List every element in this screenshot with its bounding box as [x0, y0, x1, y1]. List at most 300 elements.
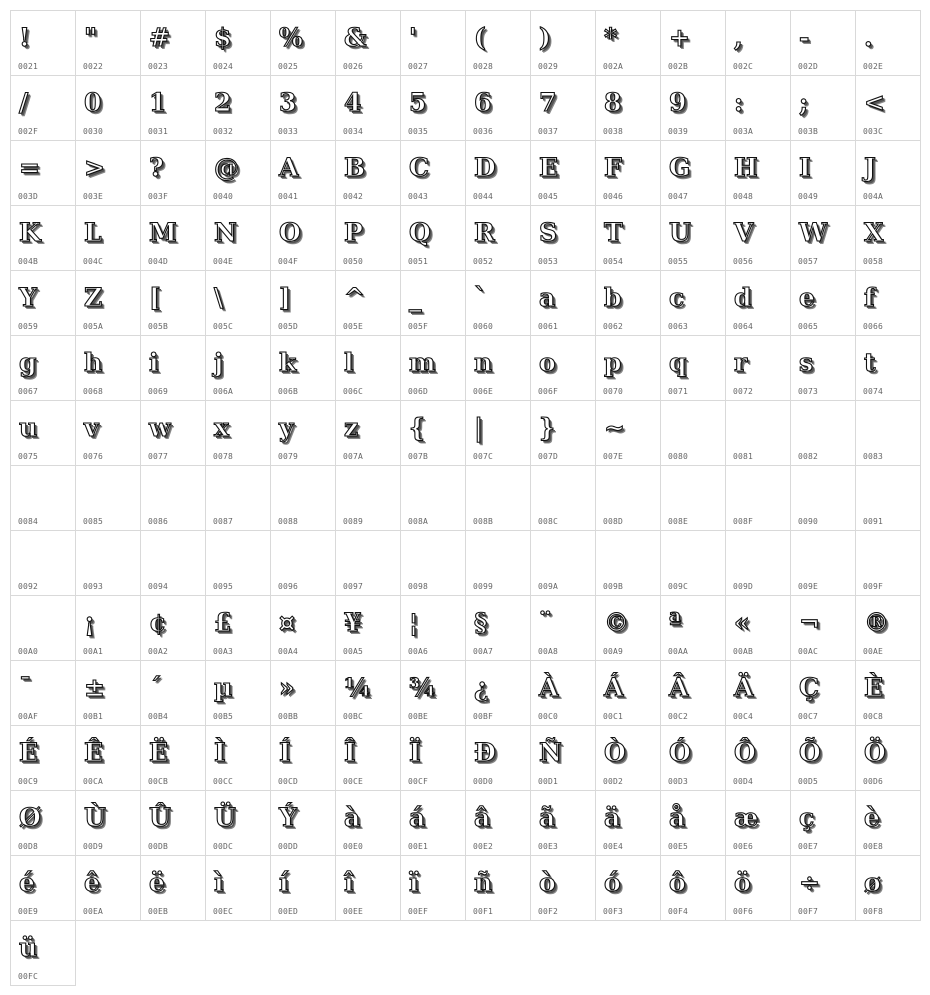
codepoint-label: 0021	[18, 62, 39, 71]
glyph-cell	[75, 855, 141, 921]
codepoint-label: 006F	[538, 387, 559, 396]
codepoint-label: 002A	[603, 62, 624, 71]
glyph-cell	[595, 530, 661, 596]
codepoint-label: 004B	[18, 257, 39, 266]
glyph-cell	[335, 400, 401, 466]
glyph-cell	[725, 855, 791, 921]
codepoint-label: 0034	[343, 127, 364, 136]
glyph-cell	[725, 140, 791, 206]
glyph-cell	[465, 725, 531, 791]
codepoint-label: 002E	[863, 62, 884, 71]
glyph-cell	[855, 660, 921, 726]
glyph-cell	[595, 725, 661, 791]
codepoint-label: 00EA	[83, 907, 104, 916]
codepoint-label: 009D	[733, 582, 754, 591]
glyph-sample: ÷	[799, 868, 820, 897]
codepoint-label: 00C9	[18, 777, 39, 786]
glyph-cell	[595, 140, 661, 206]
glyph-cell	[270, 595, 336, 661]
codepoint-label: 008D	[603, 517, 624, 526]
glyph-cell	[660, 400, 726, 466]
glyph-cell	[660, 465, 726, 531]
codepoint-label: 0027	[408, 62, 429, 71]
glyph-sample: y	[279, 413, 294, 442]
glyph-cell	[270, 660, 336, 726]
codepoint-label: 0098	[408, 582, 429, 591]
glyph-cell	[75, 465, 141, 531]
glyph-cell	[530, 855, 596, 921]
glyph-sample: d	[734, 283, 752, 312]
glyph-cell	[725, 595, 791, 661]
codepoint-label: 00E4	[603, 842, 624, 851]
glyph-cell	[855, 140, 921, 206]
codepoint-label: 00ED	[278, 907, 299, 916]
codepoint-label: 00A2	[148, 647, 169, 656]
glyph-cell	[10, 725, 76, 791]
codepoint-label: 00F3	[603, 907, 624, 916]
glyph-cell	[400, 465, 466, 531]
glyph-cell	[205, 335, 271, 401]
glyph-cell	[140, 335, 206, 401]
codepoint-label: 003C	[863, 127, 884, 136]
glyph-sample: µ	[214, 673, 233, 702]
glyph-sample: ¼	[344, 673, 371, 702]
glyph-sample: ê	[84, 868, 100, 897]
glyph-sample: {	[409, 413, 426, 442]
codepoint-label: 0074	[863, 387, 884, 396]
glyph-sample: n	[474, 348, 493, 377]
glyph-sample: ª	[669, 608, 682, 637]
glyph-cell	[855, 400, 921, 466]
codepoint-label: 00D9	[83, 842, 104, 851]
codepoint-label: 00D0	[473, 777, 494, 786]
codepoint-label: 0059	[18, 322, 39, 331]
glyph-sample: }	[539, 413, 556, 442]
glyph-cell	[725, 400, 791, 466]
glyph-cell	[270, 400, 336, 466]
glyph-sample: ¿	[474, 673, 489, 702]
codepoint-label: 00A1	[83, 647, 104, 656]
glyph-sample: ø	[864, 868, 881, 897]
glyph-cell	[855, 335, 921, 401]
glyph-cell	[140, 140, 206, 206]
codepoint-label: 00EB	[148, 907, 169, 916]
glyph-cell	[335, 335, 401, 401]
glyph-sample: Ð	[474, 738, 496, 767]
glyph-sample: A	[279, 153, 299, 182]
glyph-cell	[530, 75, 596, 141]
glyph-cell	[790, 855, 856, 921]
glyph-cell	[595, 10, 661, 76]
glyph-cell	[400, 205, 466, 271]
codepoint-label: 00FC	[18, 972, 39, 981]
glyph-cell	[270, 790, 336, 856]
glyph-cell	[400, 10, 466, 76]
codepoint-label: 00F7	[798, 907, 819, 916]
codepoint-label: 0044	[473, 192, 494, 201]
glyph-cell	[140, 790, 206, 856]
codepoint-label: 0094	[148, 582, 169, 591]
glyph-cell	[530, 465, 596, 531]
glyph-cell	[855, 270, 921, 336]
glyph-cell	[205, 855, 271, 921]
codepoint-label: 0072	[733, 387, 754, 396]
glyph-cell	[465, 205, 531, 271]
glyph-cell	[335, 205, 401, 271]
glyph-cell	[75, 790, 141, 856]
codepoint-label: 0030	[83, 127, 104, 136]
glyph-cell	[790, 335, 856, 401]
glyph-sample: g	[19, 348, 37, 377]
glyph-sample: '	[409, 23, 417, 52]
glyph-sample: ?	[149, 153, 164, 182]
glyph-cell	[10, 270, 76, 336]
codepoint-label: 00C8	[863, 712, 884, 721]
glyph-sample: Í	[279, 738, 291, 767]
glyph-cell	[10, 75, 76, 141]
codepoint-label: 00AB	[733, 647, 754, 656]
glyph-cell	[530, 790, 596, 856]
codepoint-label: 0088	[278, 517, 299, 526]
codepoint-label: 004F	[278, 257, 299, 266]
glyph-cell	[530, 270, 596, 336]
codepoint-label: 0096	[278, 582, 299, 591]
glyph-sample: u	[19, 413, 38, 442]
glyph-sample: e	[799, 283, 815, 312]
glyph-sample: N	[214, 218, 237, 247]
glyph-sample: [	[149, 283, 161, 312]
codepoint-label: 009A	[538, 582, 559, 591]
codepoint-label: 0083	[863, 452, 884, 461]
glyph-cell	[400, 270, 466, 336]
codepoint-label: 008C	[538, 517, 559, 526]
codepoint-label: 00A6	[408, 647, 429, 656]
codepoint-label: 0087	[213, 517, 234, 526]
codepoint-label: 00B4	[148, 712, 169, 721]
glyph-cell	[855, 205, 921, 271]
glyph-cell	[595, 465, 661, 531]
glyph-cell	[335, 10, 401, 76]
codepoint-label: 00E6	[733, 842, 754, 851]
codepoint-label: 004E	[213, 257, 234, 266]
glyph-sample: f	[864, 283, 875, 312]
codepoint-label: 0060	[473, 322, 494, 331]
glyph-sample: c	[669, 283, 685, 312]
codepoint-label: 00E0	[343, 842, 364, 851]
glyph-cell	[725, 660, 791, 726]
codepoint-label: 0092	[18, 582, 39, 591]
codepoint-label: 00F4	[668, 907, 689, 916]
glyph-cell	[335, 465, 401, 531]
glyph-sample: ]	[279, 283, 291, 312]
codepoint-label: 00A3	[213, 647, 234, 656]
codepoint-label: 008F	[733, 517, 754, 526]
glyph-cell	[75, 270, 141, 336]
glyph-cell	[75, 530, 141, 596]
glyph-cell	[465, 270, 531, 336]
codepoint-label: 00A4	[278, 647, 299, 656]
glyph-cell	[855, 725, 921, 791]
glyph-sample: 5	[409, 88, 427, 117]
codepoint-label: 00C4	[733, 712, 754, 721]
glyph-cell	[335, 855, 401, 921]
glyph-sample: ì	[214, 868, 224, 897]
glyph-sample: 6	[474, 88, 492, 117]
codepoint-label: 00E7	[798, 842, 819, 851]
glyph-sample: ã	[539, 803, 556, 832]
glyph-cell	[595, 400, 661, 466]
glyph-sample: V	[734, 218, 754, 247]
glyph-sample: Ì	[214, 738, 226, 767]
glyph-cell	[270, 140, 336, 206]
glyph-sample: @	[214, 153, 239, 182]
glyph-cell	[10, 660, 76, 726]
glyph-cell	[725, 725, 791, 791]
codepoint-label: 00C2	[668, 712, 689, 721]
glyph-cell	[465, 335, 531, 401]
codepoint-label: 00D2	[603, 777, 624, 786]
codepoint-label: 0041	[278, 192, 299, 201]
glyph-cell	[725, 270, 791, 336]
glyph-sample: é	[19, 868, 35, 897]
codepoint-label: 00B1	[83, 712, 104, 721]
glyph-cell	[75, 335, 141, 401]
codepoint-label: 00C7	[798, 712, 819, 721]
glyph-cell	[335, 790, 401, 856]
codepoint-label: 00E9	[18, 907, 39, 916]
glyph-sample: É	[19, 738, 39, 767]
glyph-sample: í	[279, 868, 289, 897]
glyph-cell	[595, 335, 661, 401]
codepoint-label: 0058	[863, 257, 884, 266]
glyph-cell	[465, 595, 531, 661]
glyph-sample: Ä	[734, 673, 754, 702]
codepoint-label: 00E2	[473, 842, 494, 851]
codepoint-label: 006C	[343, 387, 364, 396]
glyph-sample: |	[474, 413, 484, 442]
glyph-cell	[465, 75, 531, 141]
glyph-cell	[855, 790, 921, 856]
glyph-cell	[530, 530, 596, 596]
glyph-cell	[205, 660, 271, 726]
codepoint-label: 00D5	[798, 777, 819, 786]
glyph-sample: _	[409, 283, 422, 312]
glyph-sample: v	[84, 413, 99, 442]
codepoint-label: 0070	[603, 387, 624, 396]
codepoint-label: 00DB	[148, 842, 169, 851]
glyph-cell	[660, 205, 726, 271]
glyph-cell	[10, 400, 76, 466]
glyph-cell	[400, 660, 466, 726]
codepoint-label: 00C1	[603, 712, 624, 721]
glyph-cell	[725, 205, 791, 271]
glyph-sample: ï	[409, 868, 419, 897]
glyph-cell	[660, 140, 726, 206]
codepoint-label: 00CD	[278, 777, 299, 786]
glyph-cell	[10, 855, 76, 921]
glyph-cell	[205, 205, 271, 271]
glyph-cell	[595, 855, 661, 921]
glyph-sample: ^	[344, 283, 365, 312]
glyph-cell	[400, 75, 466, 141]
glyph-sample: ;	[799, 88, 809, 117]
glyph-sample: ¦	[409, 608, 419, 637]
codepoint-label: 0069	[148, 387, 169, 396]
codepoint-label: 0031	[148, 127, 169, 136]
codepoint-label: 002D	[798, 62, 819, 71]
glyph-sample: Ç	[799, 673, 819, 702]
glyph-sample: »	[279, 673, 295, 702]
glyph-sample: å	[669, 803, 686, 832]
codepoint-label: 004D	[148, 257, 169, 266]
glyph-sample: ¯	[19, 673, 32, 702]
glyph-sample: Î	[344, 738, 356, 767]
glyph-sample: W	[799, 218, 828, 247]
glyph-cell	[270, 530, 336, 596]
codepoint-label: 008A	[408, 517, 429, 526]
codepoint-label: 00DC	[213, 842, 234, 851]
glyph-cell	[10, 595, 76, 661]
glyph-cell	[855, 465, 921, 531]
glyph-sample: x	[214, 413, 229, 442]
codepoint-label: 0082	[798, 452, 819, 461]
glyph-cell	[140, 725, 206, 791]
glyph-sample: 0	[84, 88, 102, 117]
glyph-sample: ,	[734, 23, 743, 52]
glyph-cell	[10, 10, 76, 76]
glyph-cell	[660, 335, 726, 401]
codepoint-label: 0032	[213, 127, 234, 136]
codepoint-label: 003D	[18, 192, 39, 201]
glyph-sample: C	[409, 153, 429, 182]
glyph-cell	[140, 660, 206, 726]
glyph-cell	[855, 530, 921, 596]
glyph-sample: À	[539, 673, 559, 702]
glyph-cell	[140, 205, 206, 271]
glyph-cell	[205, 790, 271, 856]
glyph-cell	[790, 400, 856, 466]
codepoint-label: 0073	[798, 387, 819, 396]
glyph-cell	[465, 140, 531, 206]
codepoint-label: 00BC	[343, 712, 364, 721]
codepoint-label: 0061	[538, 322, 559, 331]
codepoint-label: 00EF	[408, 907, 429, 916]
glyph-cell	[660, 660, 726, 726]
glyph-cell	[335, 530, 401, 596]
glyph-cell	[855, 75, 921, 141]
codepoint-label: 0049	[798, 192, 819, 201]
glyph-cell	[595, 75, 661, 141]
codepoint-label: 005A	[83, 322, 104, 331]
glyph-cell	[270, 10, 336, 76]
codepoint-label: 008E	[668, 517, 689, 526]
glyph-sample: È	[864, 673, 884, 702]
codepoint-label: 0066	[863, 322, 884, 331]
codepoint-label: 0025	[278, 62, 299, 71]
glyph-cell	[465, 10, 531, 76]
glyph-sample: Â	[669, 673, 689, 702]
glyph-cell	[335, 270, 401, 336]
glyph-sample: è	[864, 803, 880, 832]
glyph-sample: T	[604, 218, 623, 247]
glyph-sample: Ê	[84, 738, 104, 767]
glyph-sample: G	[669, 153, 691, 182]
glyph-cell	[75, 75, 141, 141]
glyph-cell	[205, 10, 271, 76]
codepoint-label: 0065	[798, 322, 819, 331]
codepoint-label: 0095	[213, 582, 234, 591]
glyph-sample: *	[604, 23, 618, 52]
codepoint-label: 0084	[18, 517, 39, 526]
codepoint-label: 004C	[83, 257, 104, 266]
glyph-sample: S	[539, 218, 558, 247]
codepoint-label: 0067	[18, 387, 39, 396]
codepoint-label: 002F	[18, 127, 39, 136]
glyph-cell	[595, 205, 661, 271]
glyph-sample: j	[214, 348, 224, 377]
codepoint-label: 0047	[668, 192, 689, 201]
codepoint-label: 00CC	[213, 777, 234, 786]
codepoint-label: 0052	[473, 257, 494, 266]
glyph-cell	[140, 855, 206, 921]
codepoint-label: 00D8	[18, 842, 39, 851]
glyph-cell	[335, 595, 401, 661]
glyph-sample: P	[344, 218, 363, 247]
glyph-cell	[205, 270, 271, 336]
glyph-sample: ñ	[474, 868, 493, 897]
codepoint-label: 0045	[538, 192, 559, 201]
glyph-cell	[660, 595, 726, 661]
glyph-cell	[75, 400, 141, 466]
codepoint-label: 0057	[798, 257, 819, 266]
codepoint-label: 0050	[343, 257, 364, 266]
glyph-sample: Q	[409, 218, 431, 247]
glyph-cell	[400, 140, 466, 206]
codepoint-label: 0028	[473, 62, 494, 71]
glyph-cell	[790, 790, 856, 856]
codepoint-label: 009E	[798, 582, 819, 591]
glyph-cell	[10, 530, 76, 596]
codepoint-label: 00A8	[538, 647, 559, 656]
glyph-cell	[400, 400, 466, 466]
glyph-sample: b	[604, 283, 622, 312]
glyph-sample: `	[474, 283, 487, 312]
glyph-cell	[660, 725, 726, 791]
glyph-sample: .	[864, 23, 873, 52]
glyph-sample: =	[19, 153, 40, 182]
glyph-sample: E	[539, 153, 559, 182]
codepoint-label: 00CF	[408, 777, 429, 786]
codepoint-label: 002B	[668, 62, 689, 71]
glyph-sample: ¾	[409, 673, 436, 702]
glyph-sample: ó	[604, 868, 621, 897]
codepoint-label: 002C	[733, 62, 754, 71]
codepoint-label: 0085	[83, 517, 104, 526]
glyph-cell	[790, 465, 856, 531]
glyph-sample: 9	[669, 88, 687, 117]
codepoint-label: 0089	[343, 517, 364, 526]
codepoint-label: 005F	[408, 322, 429, 331]
codepoint-label: 00AF	[18, 712, 39, 721]
codepoint-label: 0080	[668, 452, 689, 461]
codepoint-label: 0026	[343, 62, 364, 71]
glyph-sample: B	[344, 153, 366, 182]
codepoint-label: 0039	[668, 127, 689, 136]
glyph-cell	[790, 530, 856, 596]
codepoint-label: 0078	[213, 452, 234, 461]
glyph-sample: ë	[149, 868, 165, 897]
glyph-sample: M	[149, 218, 177, 247]
